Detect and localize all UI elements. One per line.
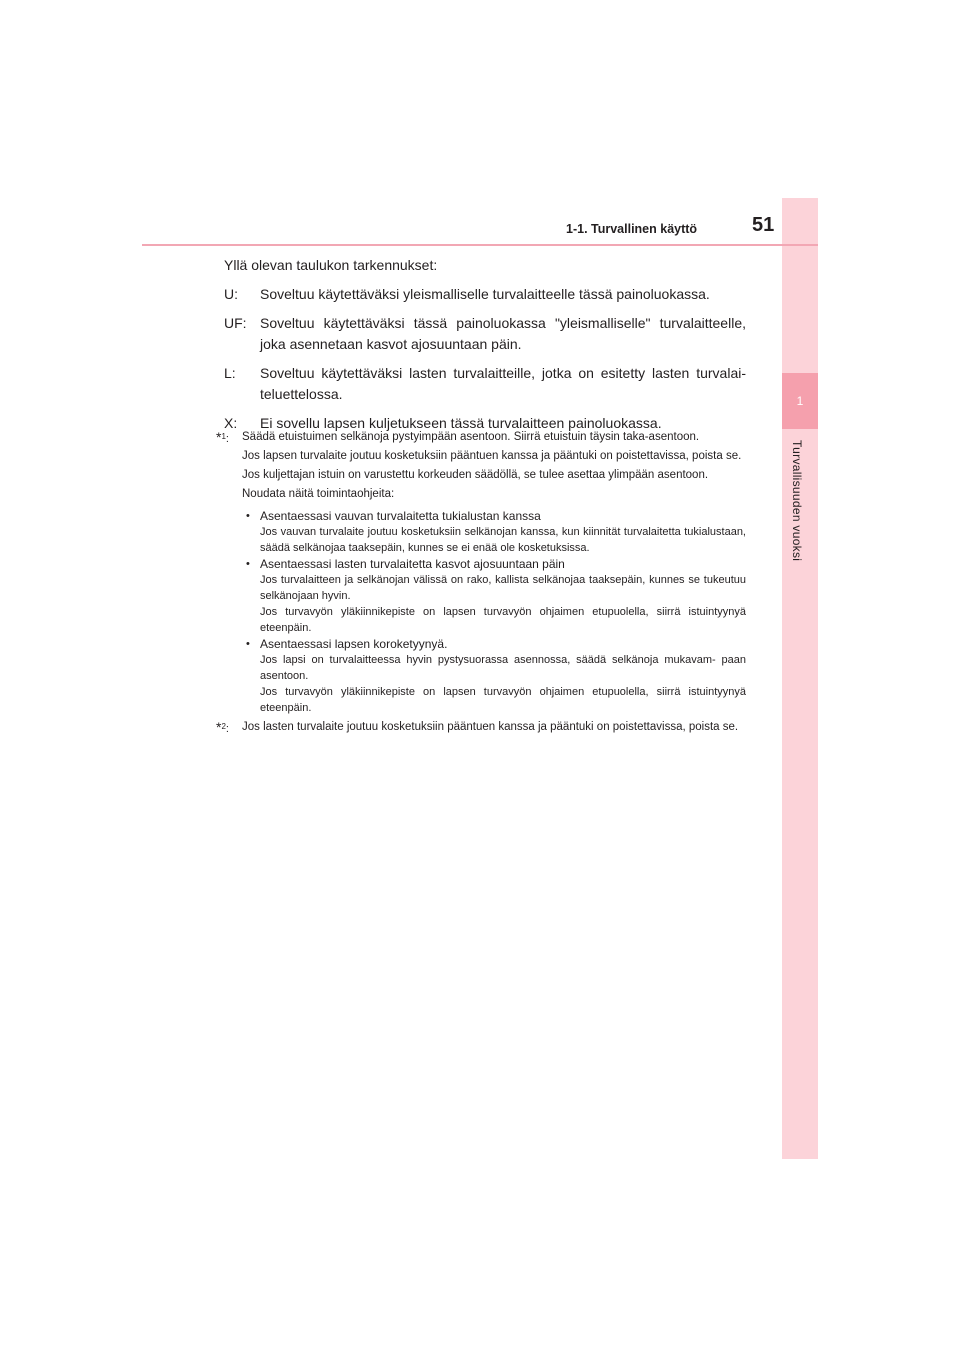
definition-key: L: bbox=[224, 364, 236, 381]
definition-text: Soveltuu käytettäväksi lasten turvalaitteille, jotka on esitetty lasten turvalai- teluettelossa. bbox=[260, 364, 746, 402]
main-content bbox=[224, 255, 746, 441]
definition-key: UF: bbox=[224, 314, 247, 331]
footnote-1 bbox=[216, 428, 746, 716]
instruction-heading: Asentaessasi lasten turvalaitetta kasvot ajosuuntaan päin bbox=[260, 557, 565, 571]
definition-item bbox=[224, 363, 746, 406]
footnote-line: Jos lapsen turvalaite joutuu kosketuksiin pääntuen kanssa ja pääntuki on poistettavissa, poista se. bbox=[242, 450, 742, 462]
chapter-sidebar bbox=[782, 198, 818, 1159]
instruction-heading: Asentaessasi lapsen koroketyynyä. bbox=[260, 637, 448, 651]
footnote-line: Noudata näitä toimintaohjeita: bbox=[242, 488, 395, 500]
instruction-list bbox=[242, 508, 746, 716]
definition-text: Ei sovellu lapsen kuljetukseen tässä turvalaitteen painoluokassa. bbox=[260, 414, 662, 431]
definition-item bbox=[224, 313, 746, 356]
chapter-number-tab: 1 bbox=[782, 373, 818, 429]
definition-text: Soveltuu käytettäväksi tässä painoluokassa "yleismalliselle" turvalaitteelle, joka asennetaan kasvot ajosuuntaan päin. bbox=[260, 314, 746, 352]
definitions-list bbox=[224, 284, 746, 434]
bullet-icon: • bbox=[246, 510, 250, 522]
instruction-text: Jos vauvan turvalaite joutuu kosketuksiin selkänojan kanssa, kun kiinnität turvalaitetta tukialustaan, säädä selkänojaa taaksepäin, kunnes se ei enää ole kosketuksissa. bbox=[260, 526, 746, 554]
definition-key: X: bbox=[224, 414, 238, 431]
definition-text: Soveltuu käytettäväksi yleismalliselle turvalaitteelle tässä painoluokassa. bbox=[260, 286, 710, 302]
definition-item bbox=[224, 284, 746, 306]
footnote-line: Jos kuljettajan istuin on varustettu korkeuden säädöllä, se tulee asettaa ylimpään asentoon. bbox=[242, 469, 709, 481]
footnote-body bbox=[242, 428, 746, 716]
footnote-2 bbox=[216, 718, 746, 739]
chapter-title: Turvallisuuden vuoksi bbox=[790, 440, 804, 562]
instruction-text: Jos lapsi on turvalaitteessa hyvin pystysuorassa asennossa, säädä selkänoja mukavam- paan asentoon. bbox=[260, 654, 746, 682]
instruction-item bbox=[242, 556, 746, 636]
instruction-item bbox=[242, 636, 746, 716]
instruction-text: Jos turvavyön yläkiinnikepiste on lapsen turvavyön ohjaimen etupuolella, siirrä istuintyynyä eteenpäin. bbox=[260, 606, 746, 634]
header-divider bbox=[142, 244, 818, 246]
instruction-item bbox=[242, 508, 746, 556]
instruction-text: Jos turvavyön yläkiinnikepiste on lapsen turvavyön ohjaimen etupuolella, siirrä istuintyynyä eteenpäin. bbox=[260, 686, 746, 714]
page-number: 51 bbox=[752, 214, 775, 236]
footnote-body bbox=[242, 718, 746, 739]
footnote-marker: *$^1$: bbox=[216, 429, 229, 445]
footnote-marker: *$^2$: bbox=[216, 719, 229, 735]
footnotes bbox=[216, 428, 746, 739]
footnote-line: Jos lasten turvalaite joutuu kosketuksiin pääntuen kanssa ja pääntuki on poistettavissa, poista se. bbox=[242, 721, 739, 733]
bullet-icon: • bbox=[246, 638, 250, 650]
instruction-heading: Asentaessasi vauvan turvalaitetta tukialustan kanssa bbox=[260, 509, 541, 523]
intro-text: Yllä olevan taulukon tarkennukset: bbox=[224, 257, 438, 273]
instruction-text: Jos turvalaitteen ja selkänojan välissä on rako, kallista selkänojaa taaksepäin, kunnes se tukeutuu selkänojaan hyvin. bbox=[260, 574, 746, 602]
definition-key: U: bbox=[224, 286, 238, 302]
footnote-line: Säädä etuistuimen selkänoja pystyimpään asentoon. Siirrä etuistuin täysin taka-asentoon. bbox=[242, 431, 700, 443]
header-section-title: 1-1. Turvallinen käyttö bbox=[566, 222, 698, 236]
bullet-icon: • bbox=[246, 558, 250, 570]
